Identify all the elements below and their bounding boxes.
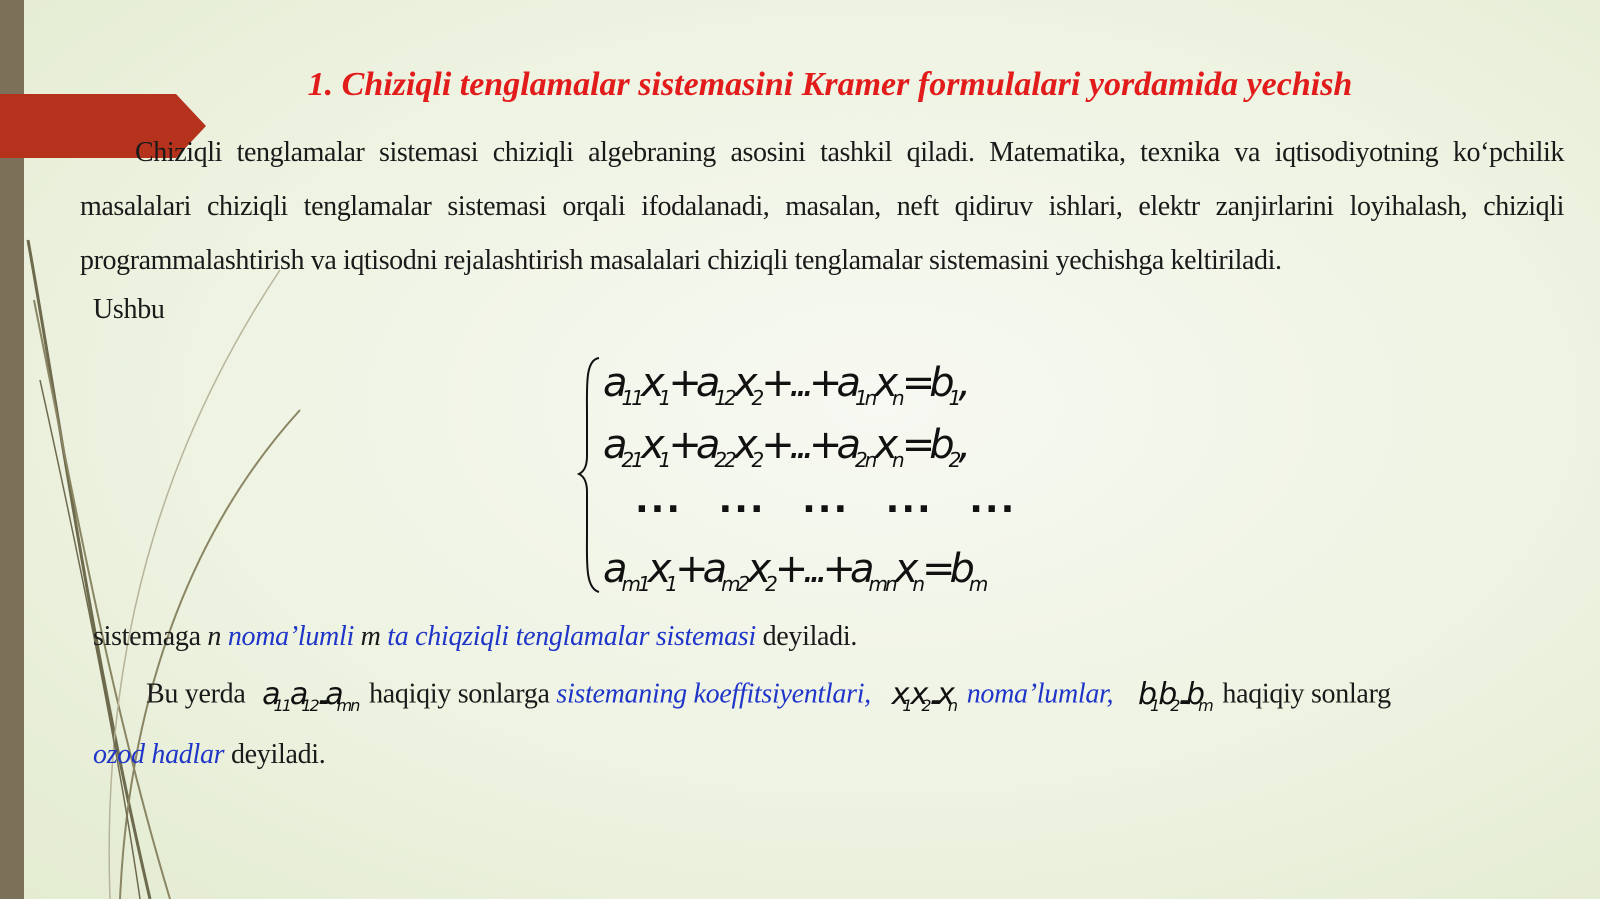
equation-row-1: $a_{11}x_1+a_{12}x_2+...+a_{1n}x_n=b_1$, bbox=[603, 360, 966, 410]
real-numbers-text-1: haqiqiy sonlarga bbox=[369, 678, 550, 710]
term-unknowns: noma’lumlar, bbox=[966, 678, 1114, 710]
slide-title: 1. Chiziqli tenglamalar sistemasini Kramer formulalari yordamida yechish bbox=[307, 66, 1353, 103]
definitions-line bbox=[146, 677, 1391, 715]
system-text-end: deyiladi. bbox=[762, 621, 858, 652]
variable-m: m bbox=[360, 621, 381, 652]
system-definition-line bbox=[93, 621, 857, 653]
term-linear-system: ta chiqziqli tenglamalar sistemasi bbox=[387, 621, 756, 652]
equation-row-dots: ... ... ... ... ... bbox=[635, 480, 1017, 521]
term-coefficients: sistemaning koeffitsiyentlari, bbox=[556, 678, 871, 710]
variable-n: n bbox=[207, 621, 222, 652]
definitions-lead: Bu yerda bbox=[146, 678, 246, 710]
intro-paragraph bbox=[80, 126, 1564, 288]
ushbu-label: Ushbu bbox=[93, 294, 165, 325]
term-free-terms: ozod hadlar bbox=[93, 739, 225, 770]
system-text-start: sistemaga bbox=[93, 621, 201, 652]
term-unknowns-count: noma’lumli bbox=[227, 621, 354, 652]
real-numbers-text-2: haqiqiy sonlarg bbox=[1222, 678, 1391, 710]
free-terms-line bbox=[93, 739, 325, 771]
free-terms-ending: deyiladi. bbox=[230, 739, 326, 770]
coefficients-math: $a_{11}a_{12}...a_{mn}$ bbox=[262, 677, 359, 715]
equation-row-m: $a_{m1}x_1+a_{m2}x_2+...+a_{mn}x_n=b_m$ bbox=[603, 546, 986, 596]
free-terms-math: $b_1b_2...b_m$ bbox=[1137, 677, 1212, 715]
unknowns-math: $x_1x_2...x_n$ bbox=[891, 677, 957, 715]
equation-row-2: $a_{21}x_1+a_{22}x_2+...+a_{2n}x_n=b_2$, bbox=[603, 422, 966, 472]
equation-system bbox=[585, 360, 1035, 610]
intro-text: Chiziqli tenglamalar sistemasi chiziqli algebraning asosini tashkil qiladi. Matematika, texnika va iqtisodiyotning koʻpchilik masalalari chiziqli tenglamalar sistemasi orqali ifodalanadi, masalan, neft qidiruv ishlari, elektr zanjirlarini loyihalash, chiziqli programmalashtirish va iqtisodni rejalashtirish masalalari chiziqli tenglamalar sistemasini yechishga keltiriladi. bbox=[80, 137, 1564, 276]
